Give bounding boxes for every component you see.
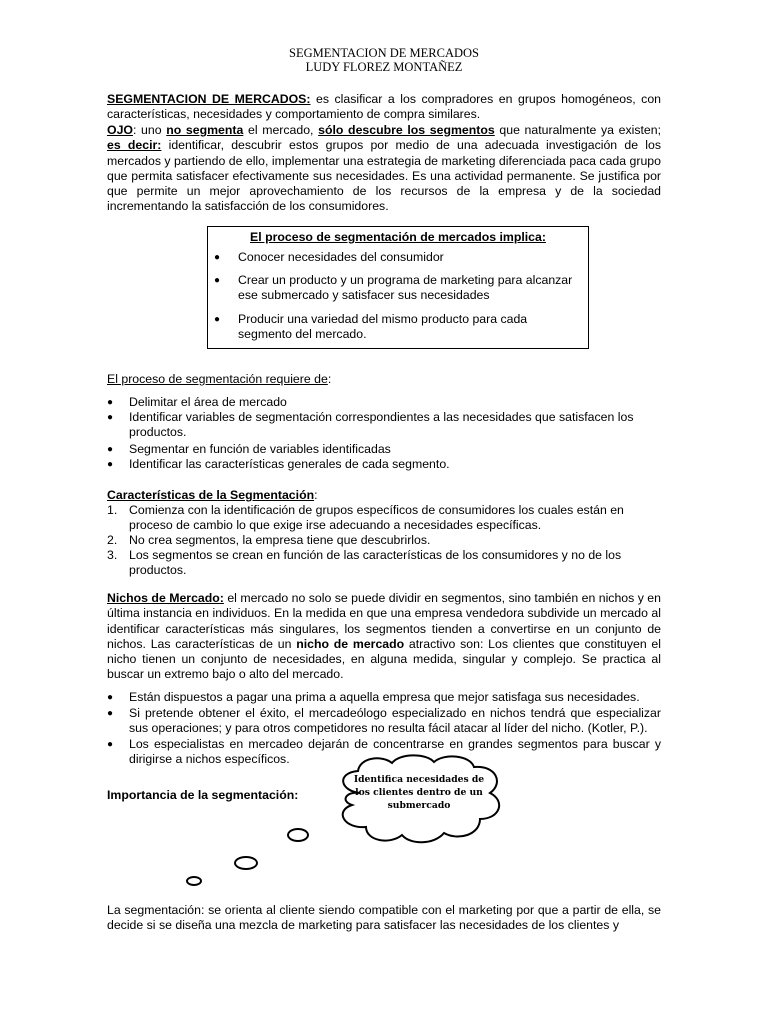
- document-title: SEGMENTACION DE MERCADOS: [289, 46, 479, 60]
- nichos-term: Nichos de Mercado:: [107, 591, 224, 605]
- bullet-icon: ●: [107, 739, 114, 750]
- proceso-box-heading: El proceso de segmentación de mercados implica:: [250, 230, 546, 244]
- ojo-paragraph: OJO: uno no segmenta el mercado, sólo descubre los segmentos que naturalmente ya existen; es decir: identificar, descubrir estos grupos por medio de una adecuada investigación de los mercados y partiendo de ello, implementar una estrategia de marketing diferenciada paca cada grupo que permita satisfacer efectivamente sus necesidades. Es una actividad permanente. Se justifica por que permite un mejor aprovechamiento de los recursos de la empresa y de la sociedad incrementando la satisfacción de los consumidores.: [107, 123, 662, 214]
- thought-bubble-large: [287, 828, 309, 842]
- es-decir-label: es decir:: [107, 138, 162, 153]
- es-decir-text: identificar, descubrir estos grupos por medio de una adecuada investigación de los mercados y partiendo de ello, implementar una estrategia de marketing diferenciada paca cada grupo que permita satisfacer efectivamente sus necesidades. Es una actividad permanente. Se justifica por que permite un mejor aprovechamiento de los recursos de la empresa y de la sociedad incrementando la satisfacción de los consumidores.: [107, 138, 661, 214]
- footer-paragraph: La segmentación: se orienta al cliente siendo compatible con el marketing por que a partir de ella, se decide si se diseña una mezcla de marketing para satisfacer las necesidades de los clientes y: [107, 903, 661, 933]
- intro-paragraph: [107, 92, 661, 123]
- no-segmenta: no segmenta: [166, 123, 244, 137]
- ojo-label: OJO: [107, 123, 133, 137]
- bullet-icon: ●: [107, 708, 114, 719]
- intro-term: SEGMENTACION DE MERCADOS:: [107, 92, 311, 106]
- proceso-box: El proceso de segmentación de mercados implica: ● Conocer necesidades del consumidor ● Crear un producto y un programa de marketing para alcanzar ese submercado y satisfacer sus necesidades ● Producir una variedad del mismo producto para cada segmento del mercado.: [207, 226, 589, 349]
- bullet-icon: ●: [214, 314, 221, 325]
- bullet-icon: ●: [107, 397, 114, 408]
- bullet-icon: ●: [214, 275, 221, 286]
- bullet-icon: ●: [107, 412, 114, 423]
- caracteristicas-heading: Características de la Segmentación:: [107, 488, 318, 502]
- bullet-icon: ●: [214, 252, 221, 263]
- importancia-heading: Importancia de la segmentación:: [107, 788, 299, 802]
- bullet-icon: ●: [107, 459, 114, 470]
- bullet-icon: ●: [107, 444, 114, 455]
- nichos-paragraph: Nichos de Mercado: el mercado no solo se puede dividir en segmentos, sino también en nichos y en última instancia en individuos. En la medida en que una empresa vendedora subdivide un mercado al identificar características más singulares, los segmentos tienden a convertirse en un conjunto de nichos. Las características de un nicho de mercado atractivo son: Los clientes que constituyen el nicho tienen un conjunto de necesidades, en alguna medida, singular y complejo. Se practica al buscar un extremo bajo o alto del mercado.: [107, 591, 661, 682]
- bullet-icon: ●: [107, 692, 114, 703]
- thought-bubble-medium: [234, 856, 258, 870]
- solo-descubre: sólo descubre los segmentos: [318, 123, 495, 137]
- thought-bubble-small: [186, 876, 202, 886]
- thought-cloud: [330, 753, 508, 848]
- document-author: LUDY FLOREZ MONTAÑEZ: [305, 60, 463, 74]
- intro-definition: es clasificar a los compradores en grupos homogéneos, con características, necesidades y comportamiento de compra similares.: [107, 92, 661, 122]
- requiere-heading: El proceso de segmentación requiere de:: [107, 372, 332, 386]
- cloud-text: Identifica necesidades de los clientes dentro de un submercado: [353, 774, 485, 811]
